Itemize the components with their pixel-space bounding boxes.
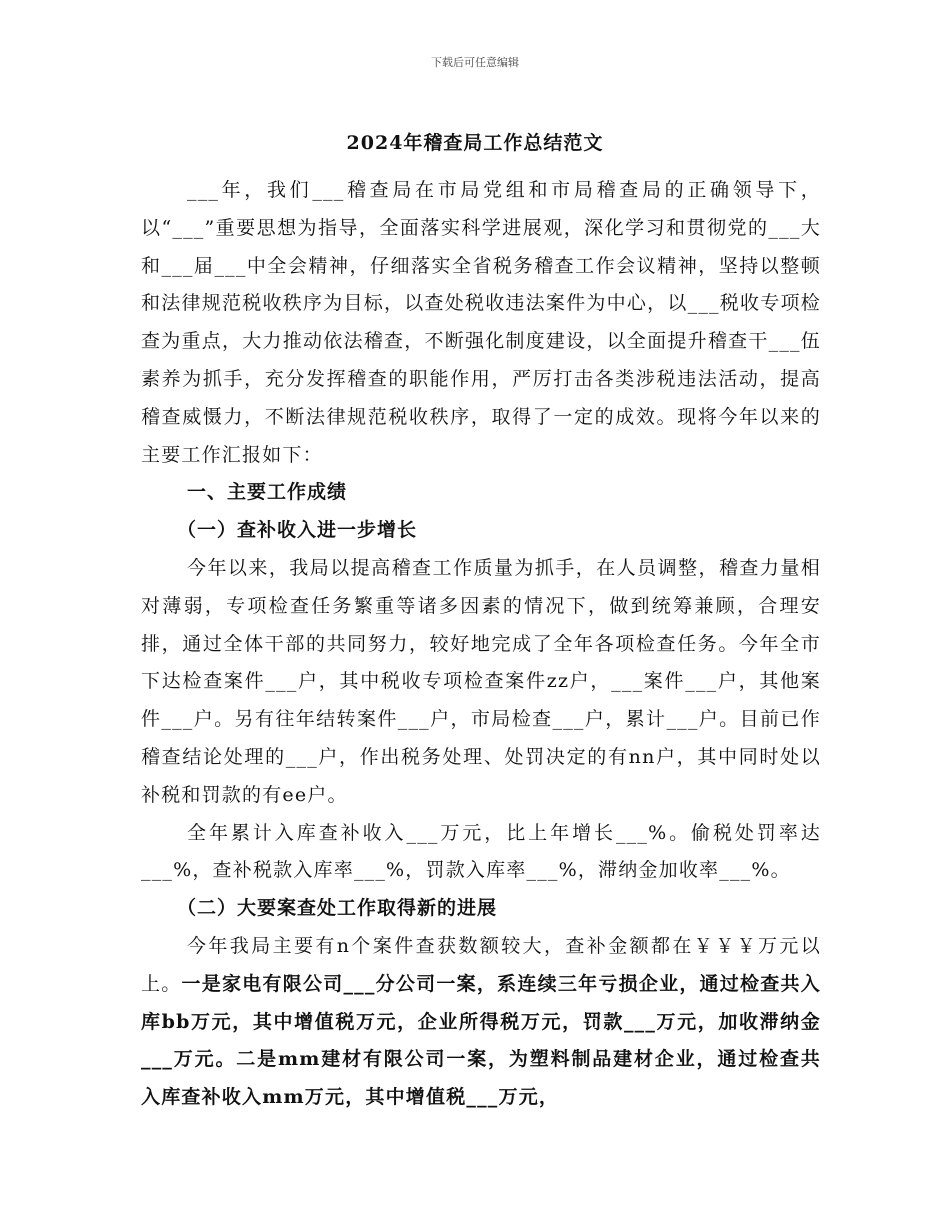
paragraph-1: 今年以来，我局以提高稽查工作质量为抓手，在人员调整，稽查力量相对薄弱，专项检查任务繁重等诸多因素的情况下，做到统筹兼顾，合理安排，通过全体干部的共同努力，较好地完成了全年各项检查任务。今年全市下达检查案件___户，其中税收专项检查案件zz户，___案件___户，其他案件___户。另有往年结转案件___户，市局检查___户，累计___户。目前已作稽查结论处理的___户，作出税务处理、处罚决定的有nn户，其中同时处以补税和罚款的有ee户。 xyxy=(141,556,821,806)
intro-paragraph: ___年，我们___稽查局在市局党组和市局稽查局的正确领导下，以“___”重要思想为指导，全面落实科学进展观，深化学习和贯彻党的___大和___届___中全会精神，仔细落实全省税务稽查工作会议精神，坚持以整顿和法律规范税收秩序为目标，以查处税收违法案件为中心，以___税收专项检查为重点，大力推动依法稽查，不断强化制度建设，以全面提升稽查干___伍素养为抓手，充分发挥稽查的职能作用，严厉打击各类涉税违法活动，提高稽查威慑力，不断法律规范税收秩序，取得了一定的成效。现将今年以来的主要工作汇报如下： xyxy=(141,179,821,466)
subsection-heading-1: （一）查补收入进一步增长 xyxy=(177,519,418,542)
paragraph-3-normal: 今年我局主要有n个案件查获数额较大，查补金额都在￥￥￥万元以上。 xyxy=(141,934,821,995)
paragraph-3-bold: 一是家电有限公司___分公司一案，系连续三年亏损企业，通过检查共入库bb万元，其中增值税万元，企业所得税万元，罚款___万元，加收滞纳金___万元。二是mm建材有限公司一案，为塑料制品建材企业，通过检查共入库查补收入mm万元，其中增值税___万元， xyxy=(141,972,821,1109)
paragraph-3 xyxy=(141,928,821,1117)
section-heading-1: 一、主要工作成绩 xyxy=(187,481,348,504)
document-title: 2024年稽查局工作总结范文 xyxy=(346,132,604,154)
subsection-heading-2: （二）大要案查处工作取得新的进展 xyxy=(177,897,498,920)
paragraph-2: 全年累计入库查补收入___万元，比上年增长___%。偷税处罚率达___%，查补税款入库率___%，罚款入库率___%，滞纳金加收率___%。 xyxy=(141,821,821,882)
document-body xyxy=(141,172,821,1117)
page-header-note: 下载后可任意编辑 xyxy=(431,56,519,69)
